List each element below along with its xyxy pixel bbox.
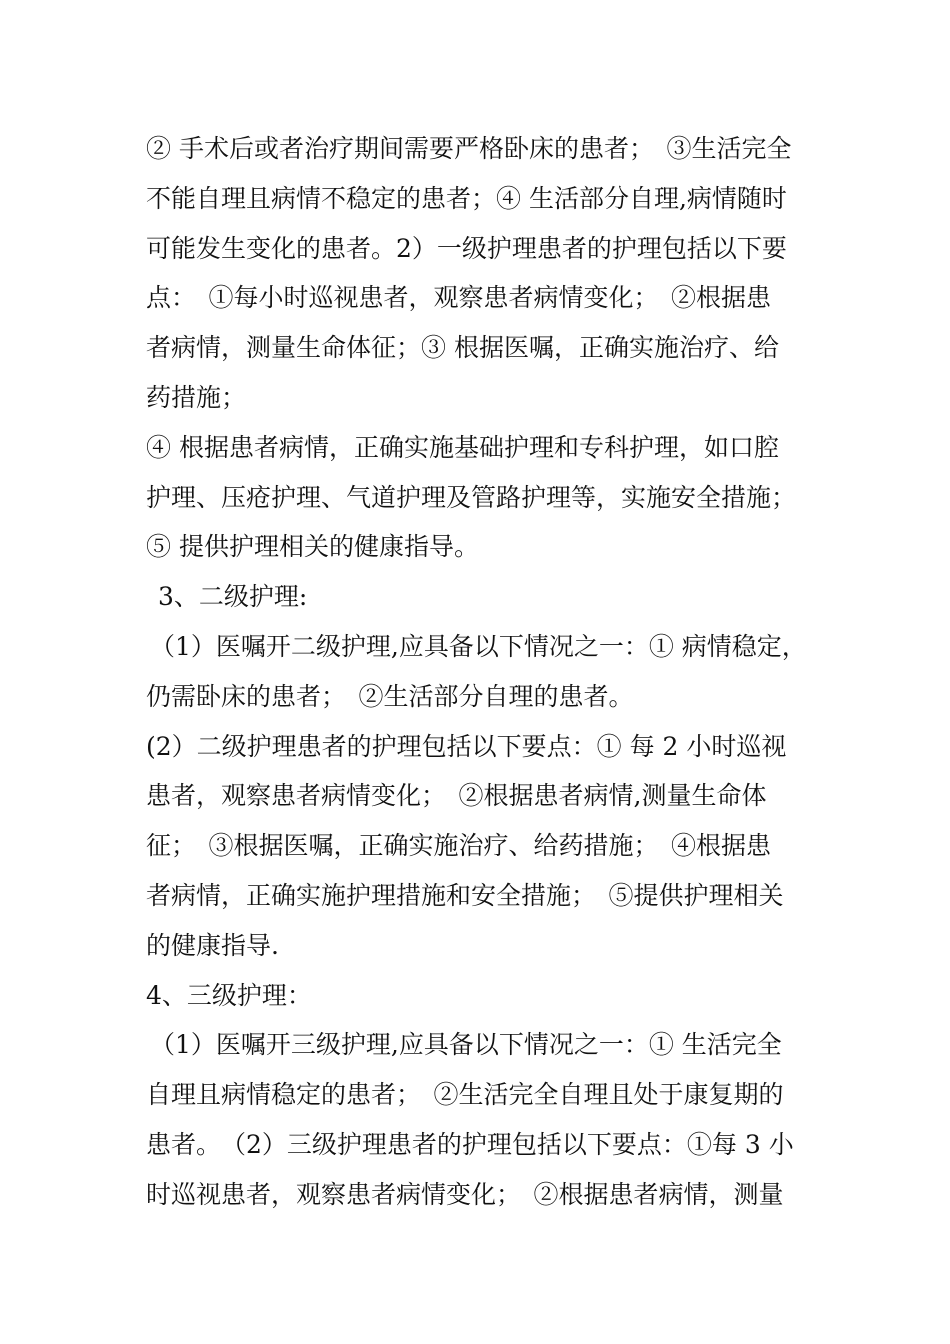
document-body <box>0 124 950 1220</box>
text-line: （1）医嘱开三级护理,应具备以下情况之一：① 生活完全 <box>150 1030 782 1060</box>
text-line: 药措施； <box>146 382 247 412</box>
text-line: （1）医嘱开二级护理,应具备以下情况之一：① 病情稳定， <box>150 631 807 661</box>
text-line: 者病情，测量生命体征；③ 根据医嘱，正确实施治疗、给 <box>146 333 779 363</box>
text-line: 仍需卧床的患者； ②生活部分自理的患者。 <box>146 681 634 711</box>
text-line: 可能发生变化的患者。2）一级护理患者的护理包括以下要 <box>146 233 787 263</box>
text-line: 患者。 （2）三级护理患者的护理包括以下要点：①每 3 小 <box>146 1129 794 1159</box>
text-line: ② 手术后或者治疗期间需要严格卧床的患者； ③生活完全 <box>146 134 792 163</box>
section-heading-level-2-care: 3、二级护理: <box>158 582 308 612</box>
text-line: 自理且病情稳定的患者； ②生活完全自理且处于康复期的 <box>146 1080 784 1110</box>
text-line: 点： ①每小时巡视患者，观察患者病情变化； ②根据患 <box>146 283 772 313</box>
text-line: 时巡视患者，观察患者病情变化； ②根据患者病情，测量 <box>146 1179 784 1209</box>
text-line: ⑤ 提供护理相关的健康指导。 <box>146 532 479 562</box>
text-line: 的健康指导. <box>146 930 279 960</box>
text-line: 者病情，正确实施护理措施和安全措施； ⑤提供护理相关 <box>146 880 784 910</box>
text-line: ④ 根据患者病情，正确实施基础护理和专科护理，如口腔 <box>146 432 779 462</box>
text-line: 护理、压疮护理、气道护理及管路护理等，实施安全措施； <box>146 482 797 512</box>
text-line: (2）二级护理患者的护理包括以下要点：① 每 2 小时巡视 <box>146 731 787 761</box>
text-line: 不能自理且病情不稳定的患者；④ 生活部分自理,病情随时 <box>146 183 787 213</box>
text-line: 征； ③根据医嘱，正确实施治疗、给药措施； ④根据患 <box>146 831 772 861</box>
section-heading-level-3-care: 4、三级护理： <box>146 980 312 1010</box>
text-line: 患者，观察患者病情变化； ②根据患者病情,测量生命体 <box>146 781 767 811</box>
